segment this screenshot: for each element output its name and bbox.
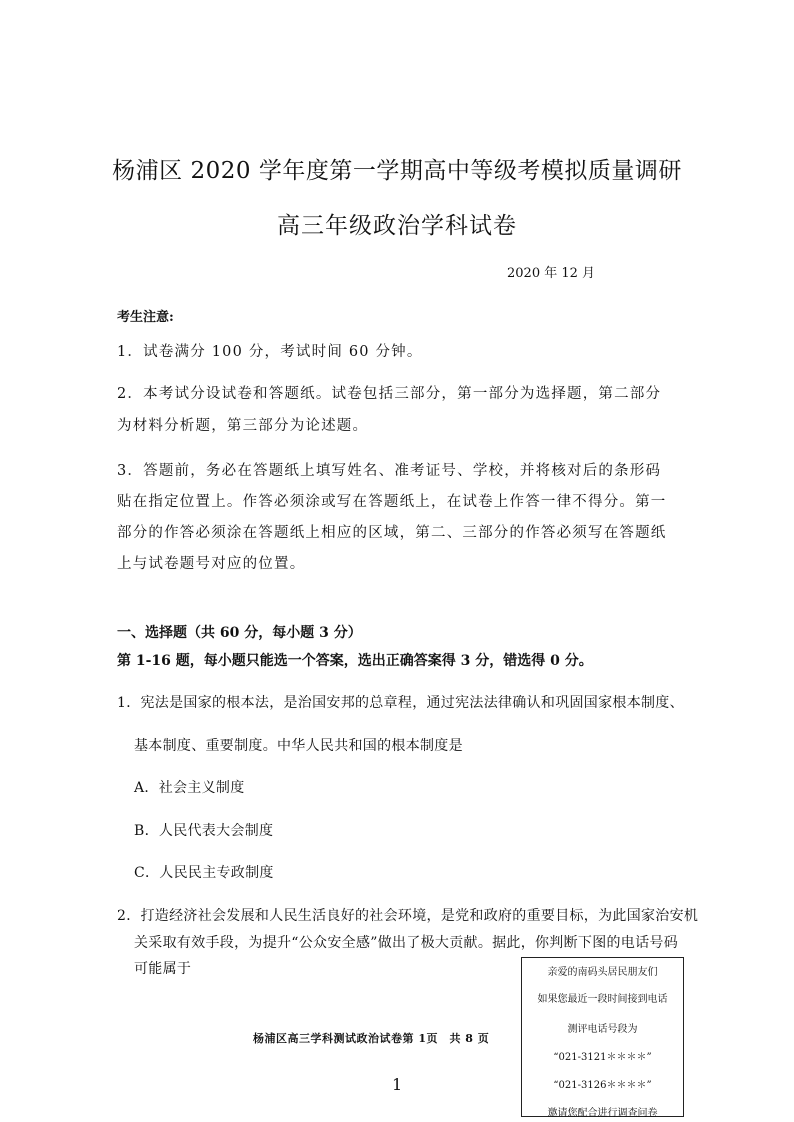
phone-notice-line-3: 测评电话号段为 — [567, 1024, 638, 1035]
question-2-stem-line-3: 可能属于 — [134, 961, 192, 977]
page-footer: 杨浦区高三学科测试政治试卷第 1页 共 8 页 — [253, 1032, 490, 1045]
phone-notice-line-6: 邀请您配合进行调查问卷 — [547, 1108, 658, 1119]
notice-item-2-line-2: 为材料分析题，第三部分为论述题。 — [117, 418, 369, 434]
question-1-option-b: B．人民代表大会制度 — [134, 823, 274, 839]
notice-item-3-line-4: 上与试卷题号对应的位置。 — [117, 556, 306, 572]
phone-notice-line-4: “021-3121＊＊＊＊” — [553, 1052, 652, 1063]
question-1-option-c: C．人民民主专政制度 — [134, 865, 274, 881]
notice-item-3-line-1: 3．答题前，务必在答题纸上填写姓名、准考证号、学校，并将核对后的条形码 — [117, 463, 662, 479]
question-2-stem-line-2: 关采取有效手段，为提升“公众安全感”做出了极大贡献。据此，你判断下图的电话号码 — [134, 935, 679, 951]
phone-notice-image — [521, 957, 684, 1117]
notice-heading: 考生注意: — [117, 310, 174, 325]
phone-notice-line-1: 亲爱的南码头居民朋友们 — [547, 967, 658, 978]
notice-item-1: 1．试卷满分 100 分，考试时间 60 分钟。 — [117, 344, 423, 360]
question-2-stem-line-1: 2．打造经济社会发展和人民生活良好的社会环境，是党和政府的重要目标，为此国家治安机 — [117, 908, 699, 924]
page-title-line1: 杨浦区 2020 学年度第一学期高中等级考模拟质量调研 — [112, 158, 682, 184]
notice-item-2-line-1: 2．本考试分设试卷和答题纸。试卷包括三部分，第一部分为选择题，第二部分 — [117, 386, 662, 402]
page-number: 1 — [392, 1075, 403, 1094]
phone-notice-line-2: 如果您最近一段时间接到电话 — [537, 994, 668, 1005]
question-1-stem-line-1: 1．宪法是国家的根本法，是治国安邦的总章程，通过宪法法律确认和巩固国家根本制度、 — [117, 695, 684, 711]
page-title-line2: 高三年级政治学科试卷 — [277, 213, 517, 239]
notice-item-3-line-3: 部分的作答必须涂在答题纸上相应的区域，第二、三部分的作答必须写在答题纸 — [117, 525, 667, 541]
question-1-option-a: A．社会主义制度 — [134, 780, 245, 796]
question-1-stem-line-2: 基本制度、重要制度。中华人民共和国的根本制度是 — [134, 738, 463, 754]
notice-item-3-line-2: 贴在指定位置上。作答必须涂或写在答题纸上，在试卷上作答一律不得分。第一 — [117, 494, 667, 510]
section-heading: 一、选择题（共 60 分，每小题 3 分） — [117, 625, 362, 641]
phone-notice-line-5: “021-3126＊＊＊＊” — [553, 1080, 652, 1091]
exam-date: 2020 年 12 月 — [507, 266, 596, 281]
section-instruction: 第 1-16 题，每小题只能选一个答案，选出正确答案得 3 分，错选得 0 分。 — [117, 653, 593, 669]
